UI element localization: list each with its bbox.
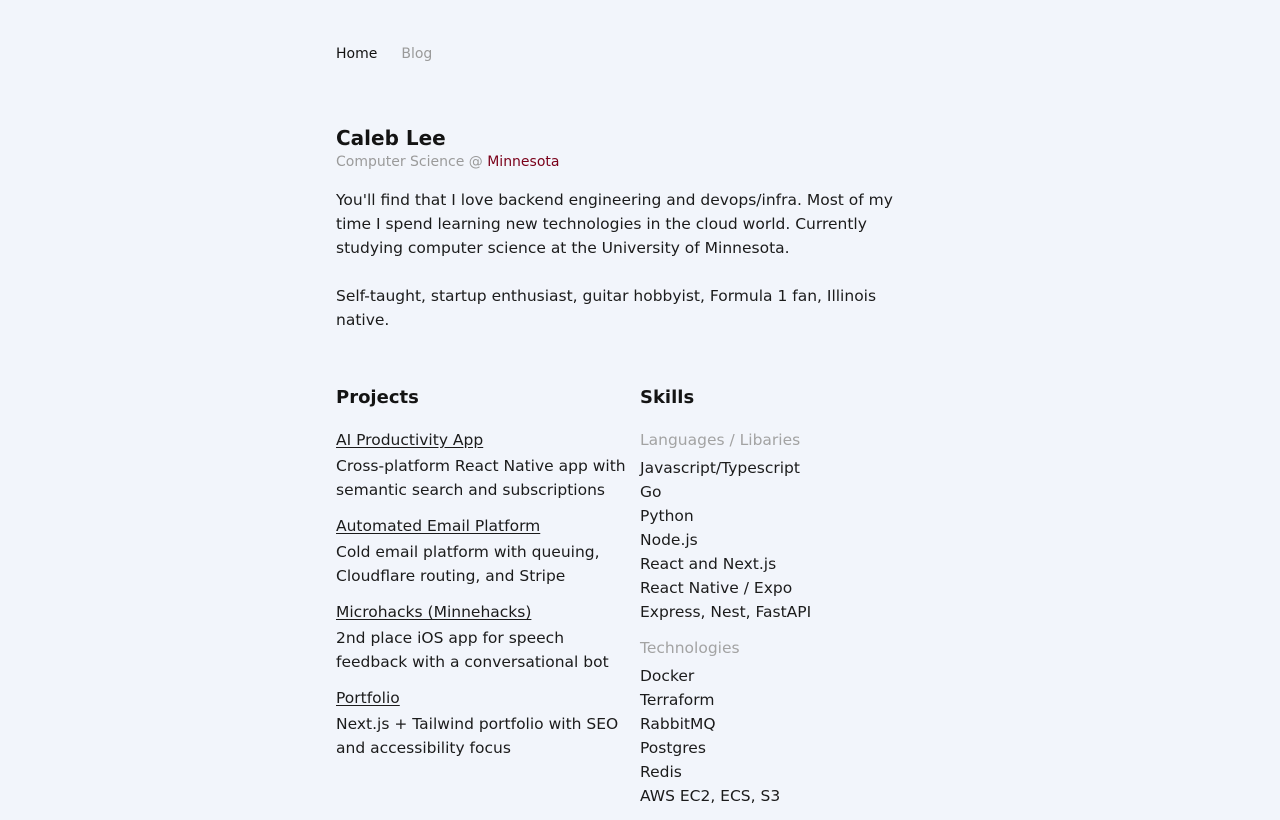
- projects-heading: Projects: [336, 387, 419, 408]
- project-item: [336, 686, 632, 760]
- project-item: [336, 600, 632, 674]
- skill-item: Docker: [640, 667, 695, 685]
- university-link[interactable]: Minnesota: [487, 154, 560, 170]
- project-link[interactable]: Automated Email Platform: [336, 517, 541, 535]
- projects-list: [336, 428, 632, 772]
- skill-group-languages: [640, 428, 930, 624]
- skill-item: Express, Nest, FastAPI: [640, 603, 812, 621]
- project-link[interactable]: Portfolio: [336, 689, 400, 707]
- nav-blog-link[interactable]: Blog: [401, 46, 433, 62]
- bio-paragraph: You'll find that I love backend engineering and devops/infra. Most of my time I spend learning new technologies in the cloud world. Currently studying computer science at the University of Minnesota.: [336, 191, 893, 257]
- project-description: Next.js + Tailwind portfolio with SEO and accessibility focus: [336, 715, 619, 757]
- skill-group-heading: Technologies: [640, 639, 740, 657]
- skills-list: [640, 428, 930, 820]
- skill-item: RabbitMQ: [640, 715, 716, 733]
- skill-group-technologies: [640, 636, 930, 808]
- skill-item: Node.js: [640, 531, 698, 549]
- skill-item: Go: [640, 483, 662, 501]
- bio-paragraph: Self-taught, startup enthusiast, guitar hobbyist, Formula 1 fan, Illinois native.: [336, 287, 877, 329]
- skill-item: Python: [640, 507, 694, 525]
- nav-home-link[interactable]: Home: [336, 46, 378, 62]
- subtitle-prefix: Computer Science @: [336, 154, 488, 170]
- skill-item: React and Next.js: [640, 555, 777, 573]
- profile-name: Caleb Lee: [336, 126, 446, 150]
- project-description: 2nd place iOS app for speech feedback with a conversational bot: [336, 629, 609, 671]
- skill-item: Redis: [640, 763, 682, 781]
- skill-group-heading: Languages / Libaries: [640, 431, 801, 449]
- top-nav: [336, 44, 432, 64]
- skills-heading: Skills: [640, 387, 695, 408]
- project-description: Cross-platform React Native app with semantic search and subscriptions: [336, 457, 626, 499]
- project-item: [336, 428, 632, 502]
- profile-subtitle: [336, 152, 559, 172]
- skill-item: AWS EC2, ECS, S3: [640, 787, 781, 805]
- skill-item: React Native / Expo: [640, 579, 793, 597]
- skill-item: Terraform: [640, 691, 715, 709]
- project-description: Cold email platform with queuing, Cloudflare routing, and Stripe: [336, 543, 600, 585]
- skill-item: Javascript/Typescript: [640, 459, 800, 477]
- bio: [336, 188, 906, 332]
- skill-item: Postgres: [640, 739, 706, 757]
- project-item: [336, 514, 632, 588]
- project-link[interactable]: Microhacks (Minnehacks): [336, 603, 532, 621]
- project-link[interactable]: AI Productivity App: [336, 431, 484, 449]
